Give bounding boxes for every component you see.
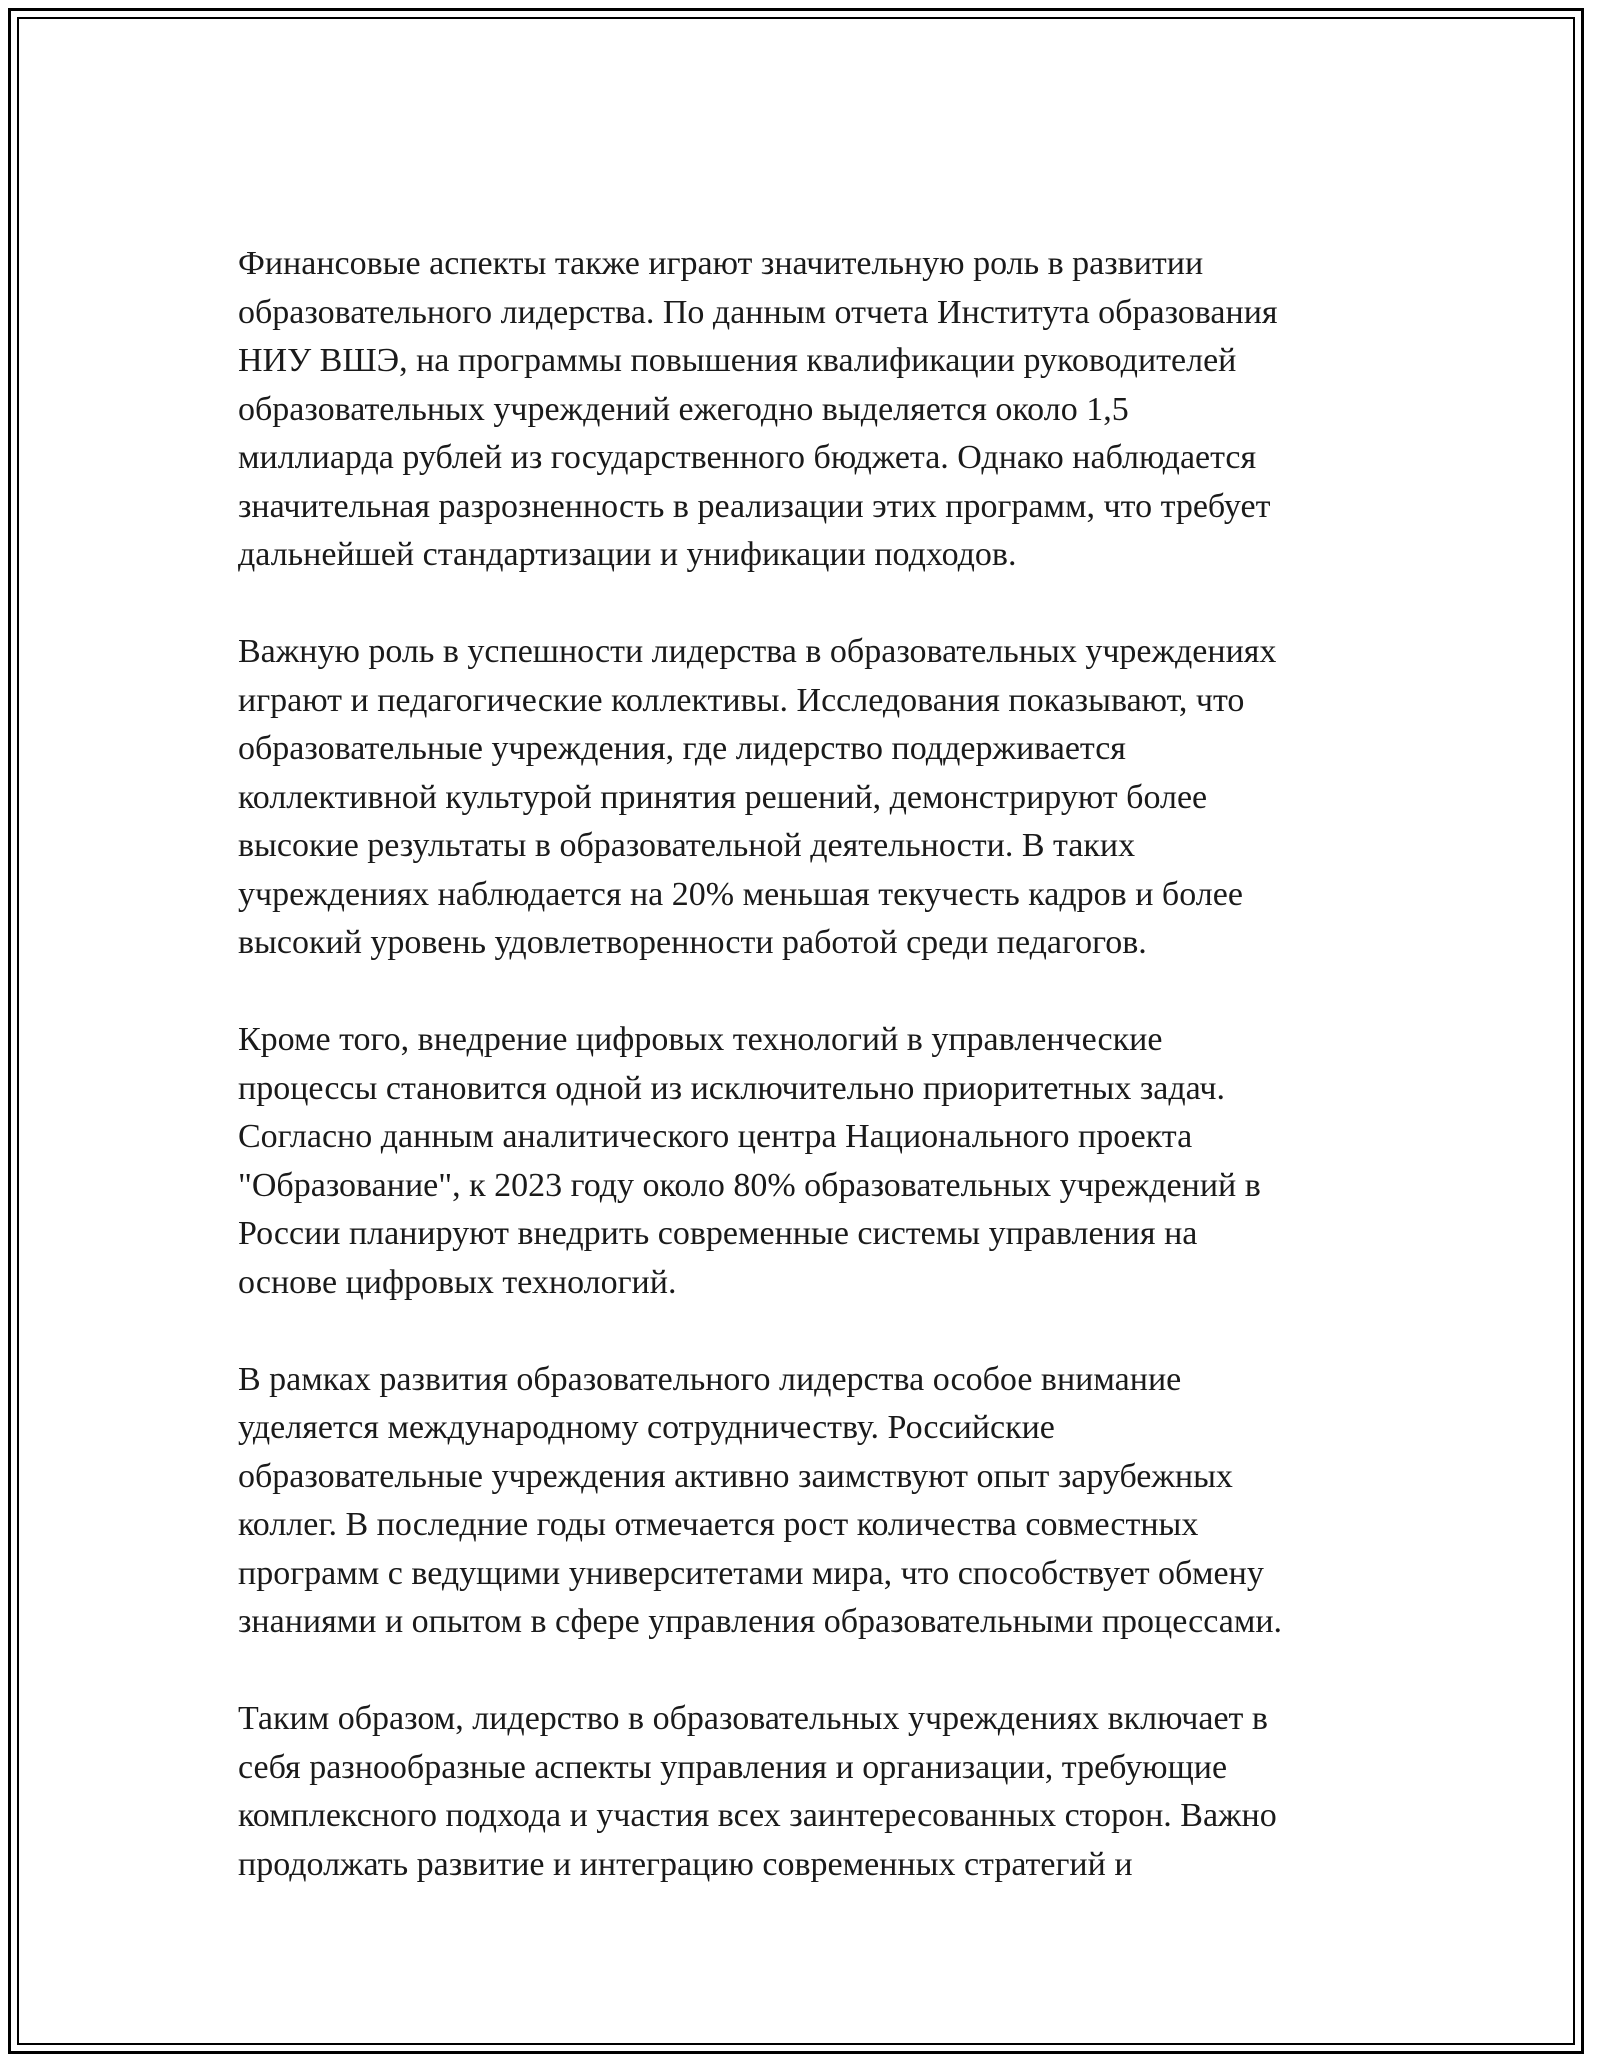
text-line: уделяется международному сотрудничеству. Российские: [238, 1409, 1055, 1446]
text-line: Важную роль в успешности лидерства в образовательных учреждениях: [238, 633, 1277, 670]
text-line: образовательного лидерства. По данным отчета Института образования: [238, 293, 1278, 331]
text-line: коллег. В последние годы отмечается рост количества совместных: [238, 1506, 1199, 1543]
paragraph-teaching-staff: [238, 628, 1388, 968]
text-line: высокие результаты в образовательной деятельности. В таких: [238, 827, 1136, 864]
text-line: Согласно данным аналитического центра Национального проекта: [238, 1118, 1193, 1155]
paragraph-international-cooperation: [238, 1356, 1388, 1647]
text-line: образовательные учреждения, где лидерство поддерживается: [238, 730, 1126, 767]
text-line: образовательных учреждений ежегодно выделяется около 1,5: [238, 390, 1129, 428]
text-line: НИУ ВШЭ, на программы повышения квалификации руководителей: [238, 342, 1237, 379]
paragraph-financial-aspects: [238, 240, 1388, 580]
text-line: основе цифровых технологий.: [238, 1263, 677, 1301]
text-line: В рамках развития образовательного лидерства особое внимание: [238, 1360, 1182, 1398]
text-line: Кроме того, внедрение цифровых технологий в управленческие: [238, 1021, 1163, 1058]
text-line: России планируют внедрить современные системы управления на: [238, 1215, 1198, 1252]
text-line: "Образование", к 2023 году около 80% образовательных учреждений в: [238, 1166, 1261, 1204]
text-line: дальнейшей стандартизации и унификации подходов.: [238, 536, 1017, 573]
text-line: продолжать развитие и интеграцию современных стратегий и: [238, 1845, 1133, 1883]
paragraph-digital-technologies: [238, 1016, 1388, 1307]
text-line: Финансовые аспекты также играют значительную роль в развитии: [238, 245, 1204, 282]
text-line: высокий уровень удовлетворенности работой среди педагогов.: [238, 924, 1147, 961]
text-line: себя разнообразные аспекты управления и организации, требующие: [238, 1748, 1228, 1786]
text-line: комплексного подхода и участия всех заинтересованных сторон. Важно: [238, 1797, 1277, 1834]
document-body: [238, 240, 1388, 1938]
text-line: процессы становится одной из исключительно приоритетных задач.: [238, 1069, 1225, 1107]
paragraph-conclusion: [238, 1695, 1388, 1889]
text-line: учреждениях наблюдается на 20% меньшая текучесть кадров и более: [238, 875, 1243, 913]
text-line: коллективной культурой принятия решений, демонстрируют более: [238, 778, 1208, 816]
text-line: образовательные учреждения активно заимствуют опыт зарубежных: [238, 1457, 1233, 1495]
text-line: значительная разрозненность в реализации этих программ, что требует: [238, 487, 1271, 525]
text-line: миллиарда рублей из государственного бюджета. Однако наблюдается: [238, 439, 1257, 476]
text-line: программ с ведущими университетами мира, что способствует обмену: [238, 1554, 1264, 1592]
text-line: Таким образом, лидерство в образовательных учреждениях включает в: [238, 1700, 1268, 1737]
document-page: [8, 8, 1584, 2054]
text-line: знаниями и опытом в сфере управления образовательными процессами.: [238, 1603, 1283, 1640]
text-line: играют и педагогические коллективы. Исследования показывают, что: [238, 681, 1245, 719]
